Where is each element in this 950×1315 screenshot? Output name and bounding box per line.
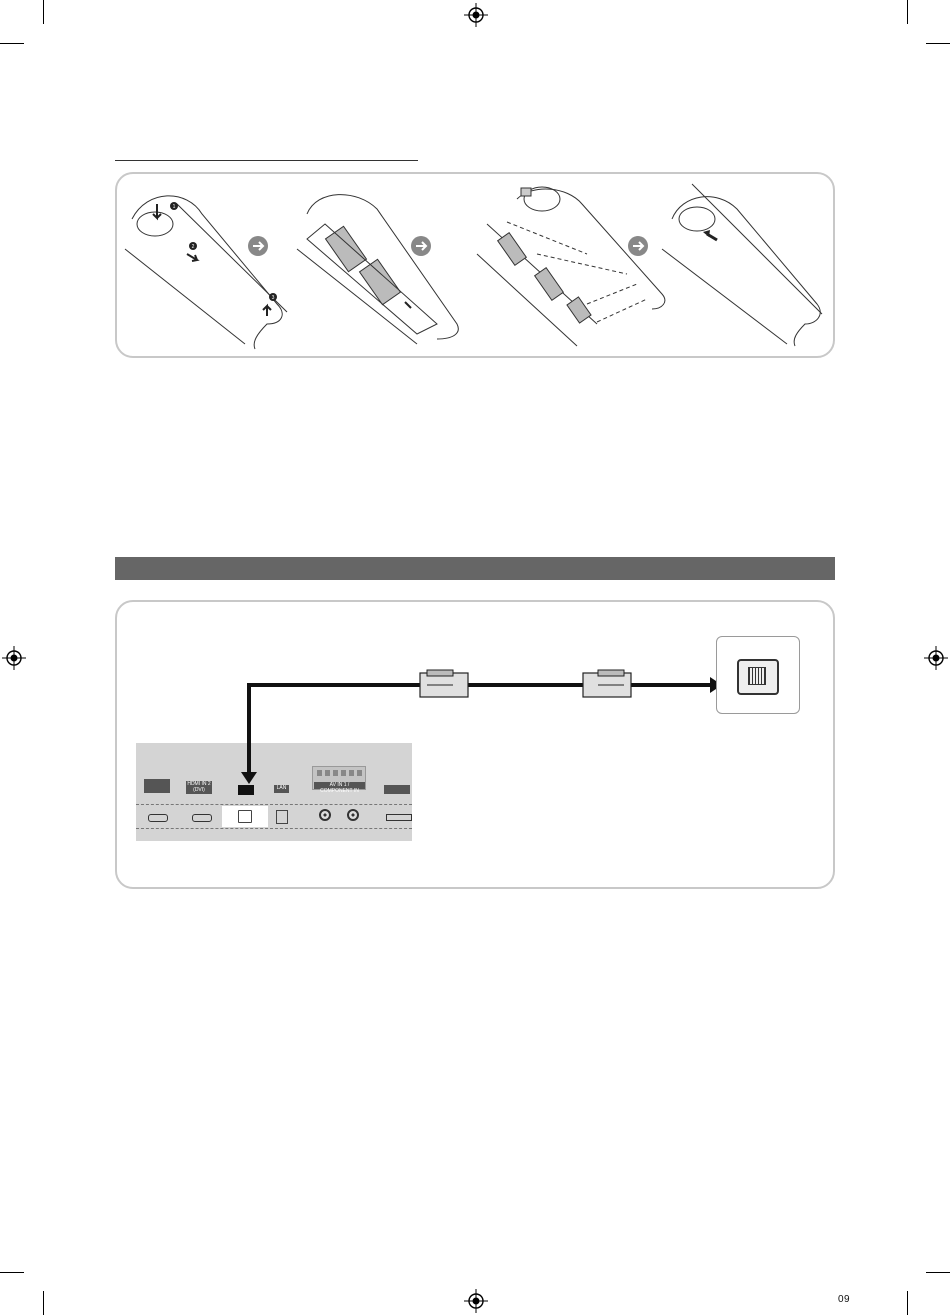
crop-mark-bottom-right-v <box>907 1291 908 1315</box>
usb-connector <box>386 814 412 821</box>
port-block-right <box>384 785 410 794</box>
lan-socket-icon <box>748 667 766 685</box>
remote-step-4 <box>662 184 822 346</box>
step-marker-1-text: 1 <box>172 204 176 210</box>
page-number: 09 <box>838 1294 851 1305</box>
step-marker-3 <box>269 293 277 301</box>
lan-connector-2 <box>276 810 288 824</box>
lan-port-highlight <box>238 785 254 795</box>
port-block-left <box>144 779 170 793</box>
step-marker-1 <box>170 202 178 210</box>
crop-mark-bottom-left-h <box>0 1272 24 1273</box>
registration-mark-top <box>463 2 489 28</box>
lan-jack-icon <box>238 810 252 823</box>
next-step-arrow-3 <box>628 236 648 256</box>
hdmi-in-2-sub-text: (DVI) <box>193 787 205 793</box>
hdmi-connector-1 <box>148 814 168 822</box>
remote-step-1 <box>125 196 287 349</box>
remote-step-2 <box>297 195 458 344</box>
rca-jack-2 <box>347 809 359 821</box>
panel-dashed-line-top <box>136 804 412 805</box>
hdmi-in-2-label <box>186 781 212 794</box>
crop-mark-top-left-v <box>43 0 44 24</box>
heading-underline <box>115 160 418 161</box>
av-component-label <box>314 782 365 794</box>
lan-label <box>274 785 289 793</box>
step-marker-2-text: 2 <box>191 244 195 250</box>
tv-back-panel <box>136 743 412 841</box>
crop-mark-bottom-right-h <box>926 1272 950 1273</box>
av-component-block <box>312 766 366 794</box>
lan-text: LAN <box>276 785 287 791</box>
section-heading-bar <box>115 557 835 580</box>
crop-mark-bottom-left-v <box>43 1291 44 1315</box>
crop-mark-top-right-h <box>926 43 950 44</box>
av-component-jacks <box>317 770 363 776</box>
battery-installation-panel <box>115 172 835 358</box>
registration-mark-left <box>1 645 27 671</box>
next-step-arrow-2 <box>411 236 431 256</box>
hdmi-connector-2 <box>192 814 212 822</box>
wall-lan-outlet <box>716 636 800 714</box>
remote-step-3 <box>477 187 665 346</box>
rca-jack-1 <box>319 809 331 821</box>
crop-mark-top-left-h <box>0 43 24 44</box>
next-step-arrow-1 <box>248 236 268 256</box>
crop-mark-top-right-v <box>907 0 908 24</box>
lan-connector-highlight <box>222 806 268 827</box>
step-marker-2 <box>189 242 197 250</box>
hdmi-in-2-text: HDMI IN 2 <box>187 781 211 787</box>
av-component-text: AV IN 1 / COMPONENT IN <box>320 782 359 794</box>
outlet-plate <box>737 659 779 695</box>
battery-installation-illustration <box>117 174 833 356</box>
panel-dashed-line-bottom <box>136 828 412 829</box>
step-marker-3-text: 3 <box>271 295 275 301</box>
registration-mark-right <box>923 645 949 671</box>
registration-mark-bottom <box>463 1288 489 1314</box>
